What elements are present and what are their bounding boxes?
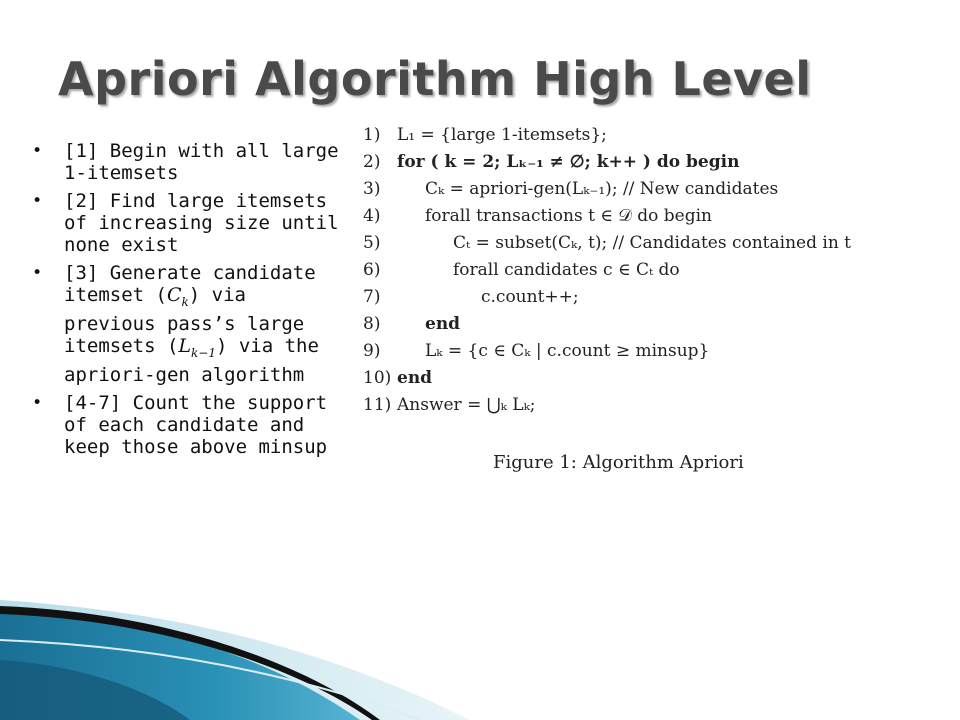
bullet-text: [3] Generate candidate itemset ( <box>64 262 316 306</box>
symbol-subscript: k−1 <box>191 345 216 360</box>
bullet-text: [4-7] Count the support of each candidate and keep those above minsup <box>64 391 328 458</box>
line-code: c.count++; <box>481 287 579 307</box>
symbol-l-k-1 <box>178 334 216 360</box>
bullet-list <box>30 140 340 464</box>
bullet-item-3 <box>30 262 340 386</box>
algorithm-line <box>363 257 883 284</box>
bullet-text: ) via previous pass’s large itemsets ( <box>64 284 305 357</box>
bullet-text: ) via the apriori-gen algorithm <box>64 334 319 386</box>
symbol-base: L <box>178 334 192 357</box>
algorithm-line <box>363 149 883 176</box>
line-code: forall candidates c ∈ Cₜ do <box>453 260 680 280</box>
line-code: Answer = ⋃ₖ Lₖ; <box>397 395 536 415</box>
line-code: Lₖ = {c ∈ Cₖ | c.count ≥ minsup} <box>425 341 710 361</box>
bullet-item-1 <box>30 140 340 184</box>
algorithm-line <box>363 365 883 392</box>
symbol-c-k <box>166 284 189 309</box>
slide-title: Apriori Algorithm High Level <box>58 52 812 106</box>
algorithm-line <box>363 392 883 419</box>
bullet-text: [1] Begin with all large 1-itemsets <box>64 140 339 184</box>
line-number: 7) <box>363 287 381 307</box>
line-number: 2) <box>363 152 381 172</box>
line-code: forall transactions t ∈ 𝒟 do begin <box>425 206 712 226</box>
symbol-base: C <box>166 284 182 306</box>
algorithm-line <box>363 311 883 338</box>
line-number: 9) <box>363 341 381 361</box>
line-number: 4) <box>363 206 381 226</box>
bullet-text: [2] Find large itemsets of increasing size until none exist <box>64 190 339 256</box>
algorithm-line <box>363 122 883 149</box>
algorithm-line <box>363 284 883 311</box>
algorithm-line <box>363 338 883 365</box>
bullet-item-4 <box>30 392 340 458</box>
line-code: end <box>397 368 433 388</box>
line-number: 8) <box>363 314 381 334</box>
line-code: for ( k = 2; Lₖ₋₁ ≠ ∅; k++ ) do begin <box>397 152 740 172</box>
line-code: Cₜ = subset(Cₖ, t); // Candidates contained in t <box>453 233 851 253</box>
line-code: Cₖ = apriori-gen(Lₖ₋₁); // New candidates <box>425 179 779 199</box>
algorithm-line <box>363 176 883 203</box>
line-code: end <box>425 314 461 334</box>
line-number: 6) <box>363 260 381 280</box>
symbol-subscript: k <box>181 294 189 309</box>
line-code: L₁ = {large 1-itemsets}; <box>397 125 607 145</box>
figure-caption: Figure 1: Algorithm Apriori <box>493 452 744 473</box>
algorithm-line <box>363 230 883 257</box>
line-number: 10) <box>363 368 392 388</box>
line-number: 11) <box>363 395 392 415</box>
line-number: 1) <box>363 125 381 145</box>
algorithm-line <box>363 203 883 230</box>
line-number: 3) <box>363 179 381 199</box>
algorithm-figure <box>363 122 883 419</box>
bullet-item-2 <box>30 190 340 256</box>
line-number: 5) <box>363 233 381 253</box>
